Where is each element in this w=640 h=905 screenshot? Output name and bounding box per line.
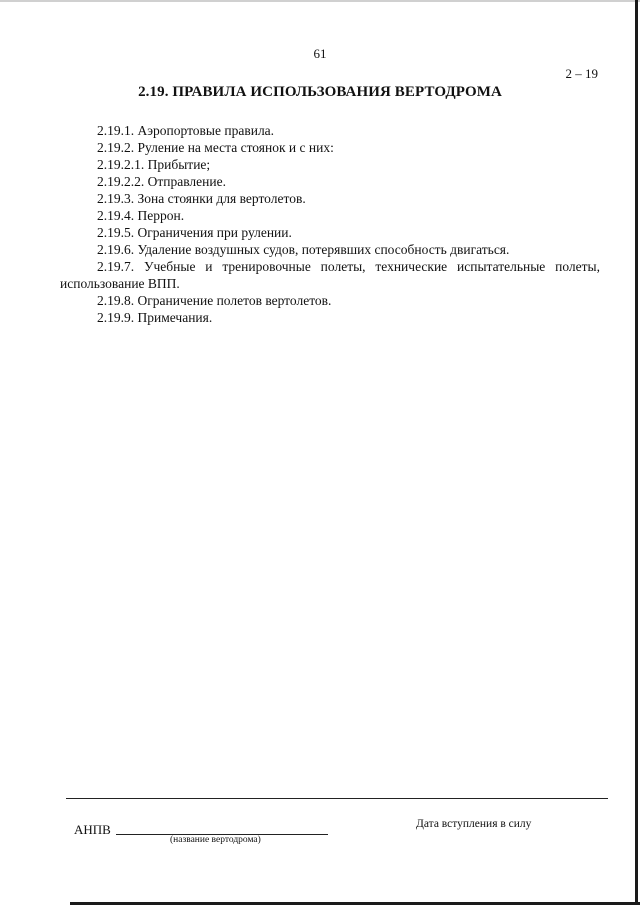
list-item: 2.19.3. Зона стоянки для вертолетов. [97,191,306,206]
list-item: 2.19.2.1. Прибытие; [97,157,211,172]
list-item: 2.19.9. Примечания. [97,310,213,325]
contents-list [60,122,600,326]
list-item: 2.19.1. Аэропортовые правила. [97,123,275,138]
effective-date-label: Дата вступления в силу [416,818,532,830]
list-item: 2.19.2.2. Отправление. [97,174,226,189]
page-title: 2.19. ПРАВИЛА ИСПОЛЬЗОВАНИЯ ВЕРТОДРОМА [138,84,502,100]
list-item: 2.19.5. Ограничения при рулении. [97,225,292,240]
scan-edge-top [0,0,640,2]
list-item: 2.19.7. Учебные и тренировочные полеты, технические испытательные полеты, использование ВПП. [60,259,600,291]
page-number: 61 [313,46,327,61]
list-item: 2.19.8. Ограничение полетов вертолетов. [97,293,332,308]
list-item: 2.19.4. Перрон. [97,208,185,223]
footer-agency-label: АНПВ [74,822,111,837]
section-code: 2 – 19 [565,66,598,81]
footer-divider [66,798,608,799]
list-item: 2.19.2. Руление на места стоянок и с них: [97,140,334,155]
list-item: 2.19.6. Удаление воздушных судов, потерявших способность двигаться. [97,242,510,257]
aerodrome-name-caption: (название вертодрома) [170,835,261,845]
scan-edge-right [635,0,638,905]
